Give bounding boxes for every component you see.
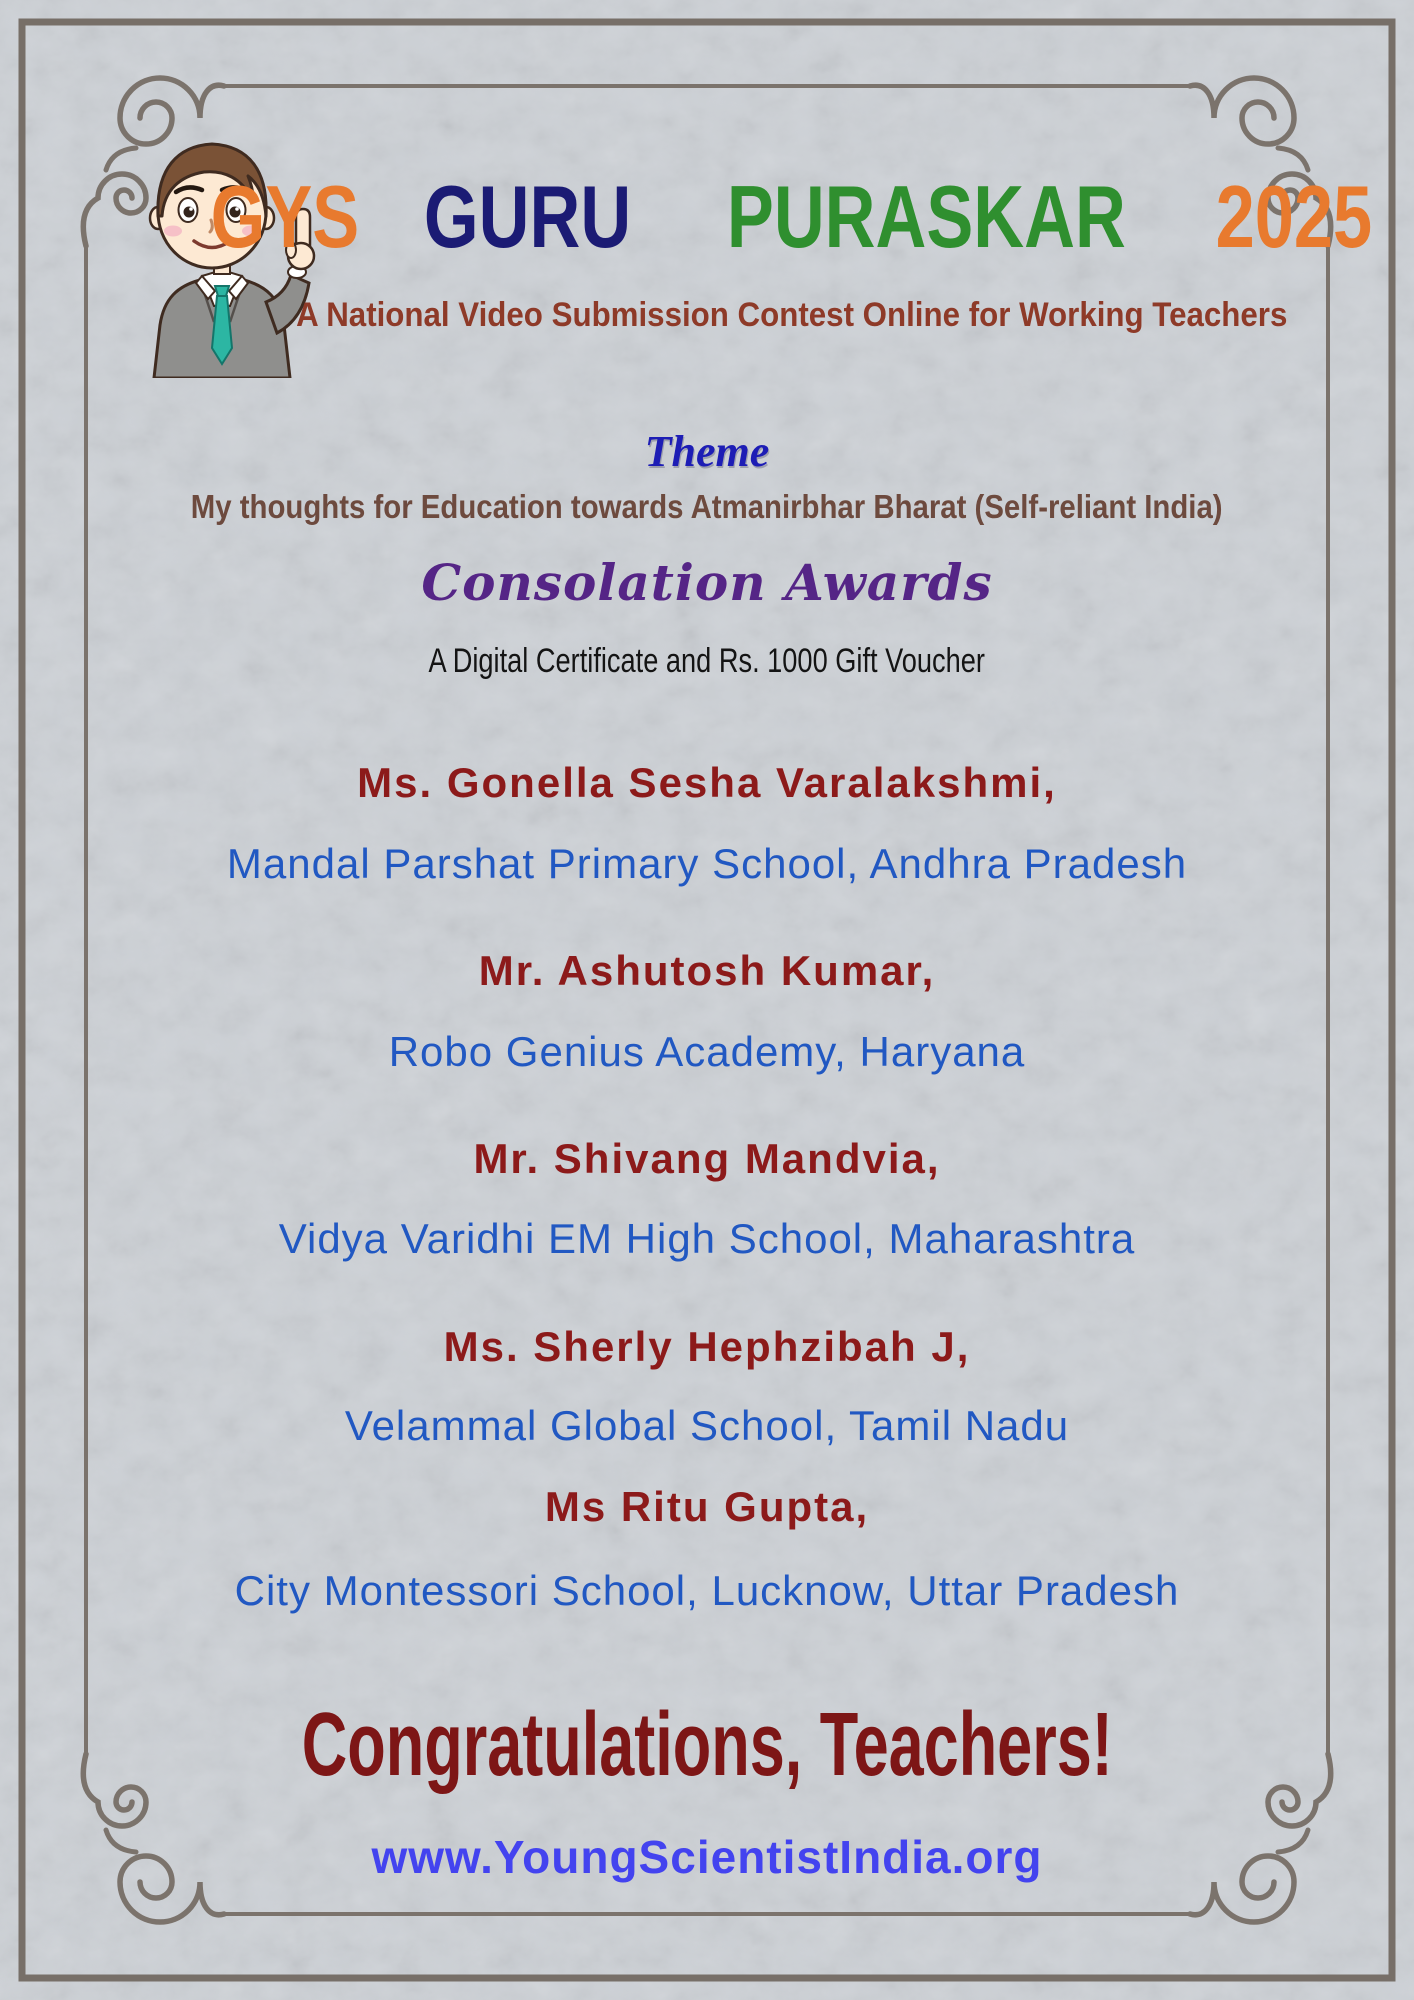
winner-school: City Montessori School, Lucknow, Uttar Pradesh bbox=[234, 1567, 1180, 1614]
winner-name: Ms Ritu Gupta, bbox=[544, 1483, 870, 1530]
winner-name: Mr. Ashutosh Kumar, bbox=[478, 947, 936, 994]
winner-school: Mandal Parshat Primary School, Andhra Pradesh bbox=[226, 840, 1188, 887]
page-title bbox=[170, 166, 1414, 268]
title-word-gys: GYS bbox=[210, 167, 360, 266]
website-link[interactable]: www.YoungScientistIndia.org bbox=[371, 1831, 1043, 1883]
winner-school: Robo Genius Academy, Haryana bbox=[388, 1028, 1026, 1075]
winner-school: Vidya Varidhi EM High School, Maharashtra bbox=[278, 1215, 1136, 1262]
winner-school: Velammal Global School, Tamil Nadu bbox=[344, 1402, 1070, 1449]
awards-heading: Consolation Awards bbox=[421, 553, 993, 612]
theme-heading: Theme bbox=[644, 427, 770, 476]
theme-statement: My thoughts for Education towards Atmanirbhar Bharat (Self-reliant India) bbox=[191, 488, 1223, 525]
contest-subtitle: A National Video Submission Contest Online for Working Teachers bbox=[296, 296, 1288, 334]
title-word-year: 2025 bbox=[1215, 167, 1373, 266]
winner-name: Mr. Shivang Mandvia, bbox=[473, 1135, 941, 1182]
winner-name: Ms. Sherly Hephzibah J, bbox=[443, 1323, 971, 1370]
congratulations-message: Congratulations, Teachers! bbox=[301, 1695, 1113, 1795]
winner-name: Ms. Gonella Sesha Varalakshmi, bbox=[357, 759, 1057, 806]
prize-description: A Digital Certificate and Rs. 1000 Gift Voucher bbox=[428, 642, 986, 680]
title-word-guru: GURU bbox=[424, 167, 632, 266]
title-word-puraskar: PURASKAR bbox=[727, 167, 1127, 266]
